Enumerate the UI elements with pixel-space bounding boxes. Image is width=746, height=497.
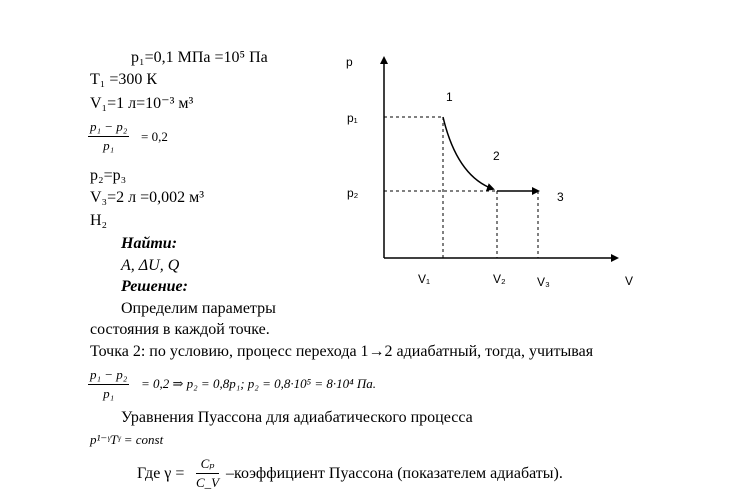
where-description: –коэффициент Пуассона (показателем адиабаты).: [226, 465, 563, 482]
gamma-fraction: [196, 455, 219, 492]
solution-p2-equation: = 0,2 ⇒ p₂ = 0,8p₁; p₂ = 0,8·10⁵ = 8·10⁴ Па.: [141, 376, 377, 391]
p1-label: p₁: [347, 111, 358, 125]
given-ratio-denominator: p₁: [103, 138, 115, 153]
given-ratio-numerator: p₁ − p₂: [88, 118, 129, 137]
find-heading: Найти:: [121, 235, 178, 252]
solution-heading: Решение:: [121, 278, 188, 295]
given-gas: H₂: [90, 212, 108, 229]
axis-v-label: V: [625, 274, 634, 288]
solution-ratio-denominator: p₁: [103, 386, 115, 401]
given-t1: T₁ =300 К: [90, 71, 158, 88]
gamma-numerator: Cₚ: [196, 455, 219, 474]
given-ratio-fraction: [88, 118, 129, 155]
where-gamma: Где γ =: [137, 465, 185, 482]
given-v3: V₃=2 л =0,002 м³: [90, 189, 205, 206]
adiabat-curve: [443, 117, 493, 189]
given-v1: V₁=1 л=10⁻³ м³: [90, 95, 194, 112]
axis-p-label: p: [346, 55, 353, 69]
v1-label: V₁: [418, 272, 431, 286]
point-3-label: 3: [557, 190, 564, 204]
poisson-equation: p¹⁻ᵞTᵞ = const: [90, 432, 164, 447]
solution-point2: Точка 2: по условию, процесс перехода 1→2 адиабатный, тогда, учитывая: [90, 343, 594, 360]
point-1-label: 1: [446, 90, 453, 104]
given-ratio-value: = 0,2: [141, 129, 168, 144]
find-items: A, ΔU, Q: [121, 257, 180, 274]
point-2-label: 2: [493, 149, 500, 163]
v2-label: V₂: [493, 272, 506, 286]
p2-label: p₂: [347, 186, 359, 200]
solution-intro-line1: Определим параметры: [121, 300, 276, 317]
solution-ratio-numerator: p₁ − p₂: [88, 366, 129, 385]
solution-intro-line2: состояния в каждой точке.: [90, 321, 270, 338]
given-p1: p₁=0,1 МПа =10⁵ Па: [131, 49, 268, 66]
given-p2p3: p₂=p₃: [90, 167, 127, 184]
v3-label: V₃: [537, 275, 550, 289]
solution-ratio-fraction: [88, 366, 129, 403]
gamma-denominator: C_V: [196, 475, 220, 490]
poisson-title: Уравнения Пуассона для адиабатического процесса: [121, 409, 473, 426]
